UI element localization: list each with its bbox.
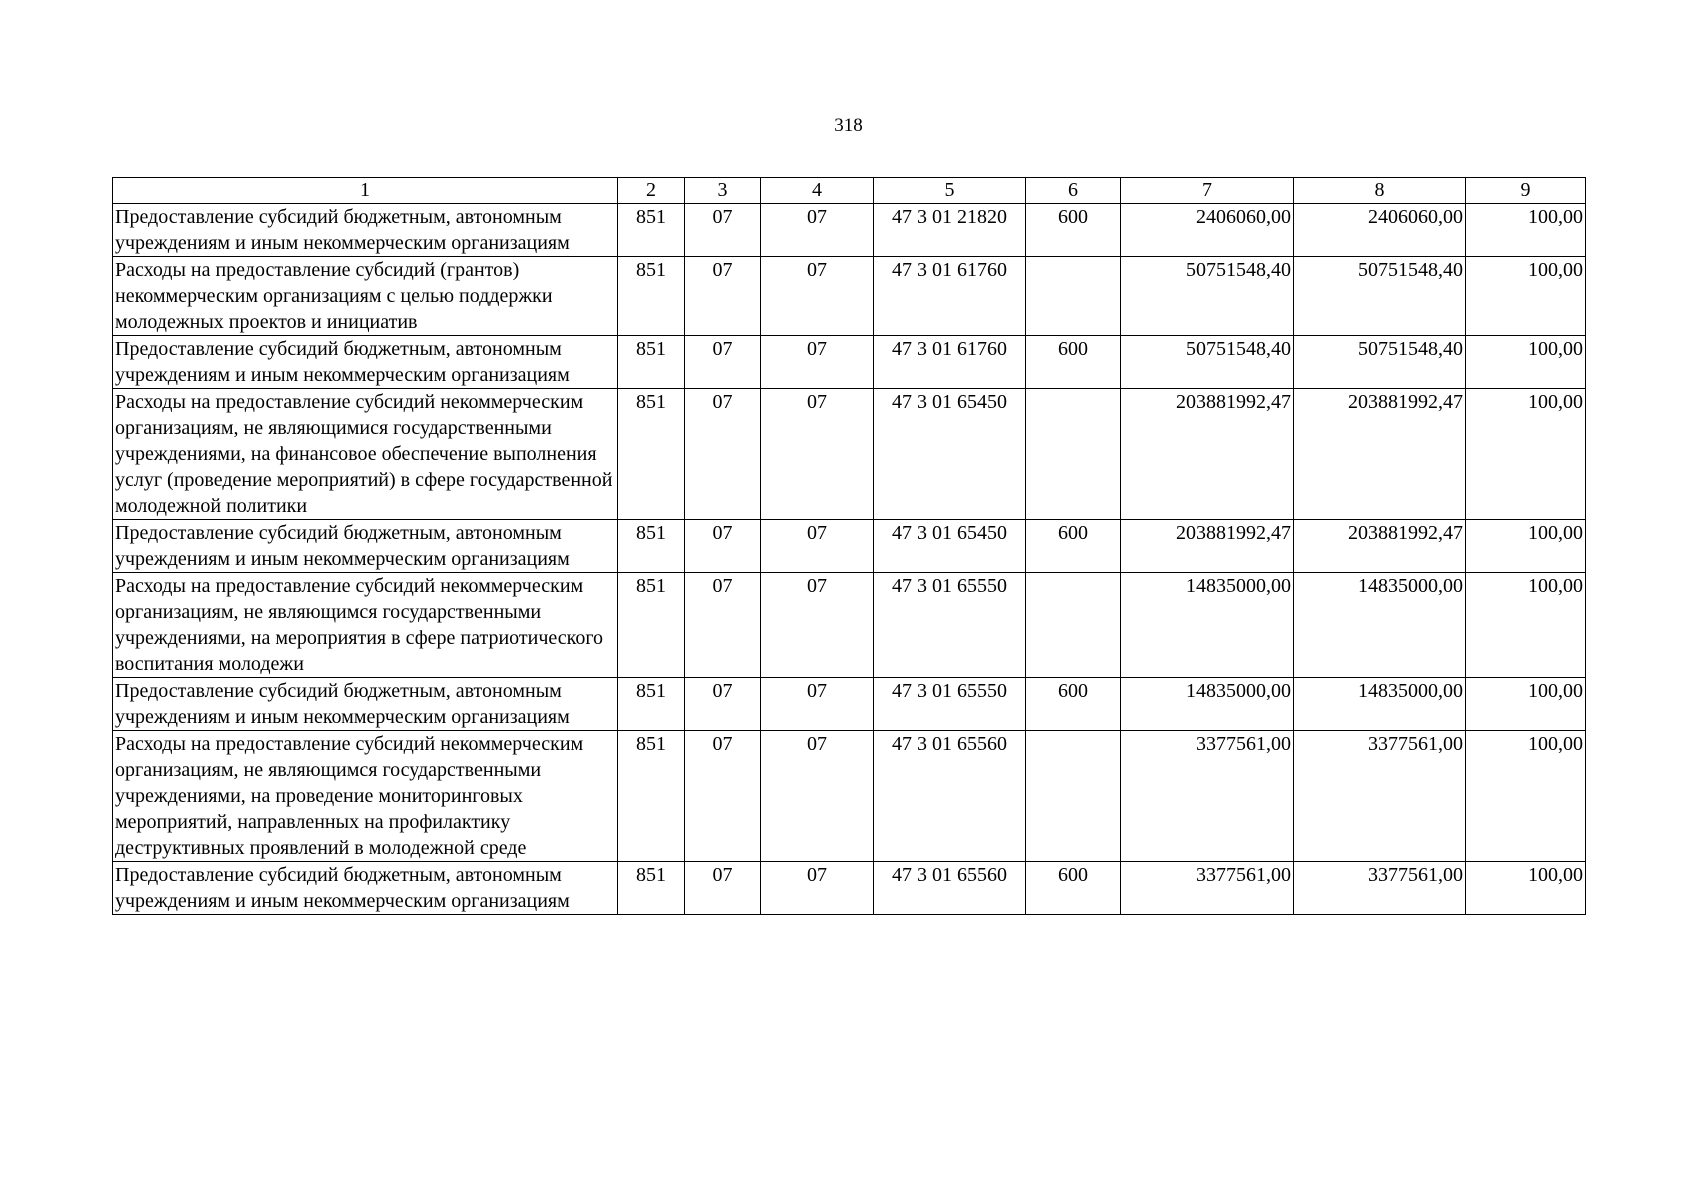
col-7: 203881992,47 xyxy=(1121,389,1294,520)
col-8: 2406060,00 xyxy=(1294,204,1466,257)
col-8: 14835000,00 xyxy=(1294,678,1466,731)
col-9: 100,00 xyxy=(1466,678,1586,731)
col-8: 50751548,40 xyxy=(1294,336,1466,389)
col-9: 100,00 xyxy=(1466,389,1586,520)
col-4: 07 xyxy=(761,731,874,862)
col-4: 07 xyxy=(761,573,874,678)
column-header: 5 xyxy=(874,178,1026,204)
col-7: 2406060,00 xyxy=(1121,204,1294,257)
col-7: 50751548,40 xyxy=(1121,336,1294,389)
col-8: 203881992,47 xyxy=(1294,389,1466,520)
col-3: 07 xyxy=(685,257,761,336)
row-name: Предоставление субсидий бюджетным, автономным учреждениям и иным некоммерческим организациям xyxy=(113,862,618,915)
col-4: 07 xyxy=(761,389,874,520)
col-7: 14835000,00 xyxy=(1121,678,1294,731)
row-name: Предоставление субсидий бюджетным, автономным учреждениям и иным некоммерческим организациям xyxy=(113,520,618,573)
row-name: Предоставление субсидий бюджетным, автономным учреждениям и иным некоммерческим организациям xyxy=(113,678,618,731)
table-row xyxy=(113,257,1586,336)
col-8: 3377561,00 xyxy=(1294,731,1466,862)
row-name: Расходы на предоставление субсидий некоммерческим организациям, не являющимися государственными учреждениями, на финансовое обеспечение выполнения услуг (проведение мероприятий) в сфере государственной молодежной политики xyxy=(113,389,618,520)
col-6: 600 xyxy=(1026,862,1121,915)
col-6: 600 xyxy=(1026,520,1121,573)
col-9: 100,00 xyxy=(1466,520,1586,573)
col-3: 07 xyxy=(685,862,761,915)
budget-table xyxy=(112,177,1586,915)
col-9: 100,00 xyxy=(1466,257,1586,336)
row-name: Расходы на предоставление субсидий некоммерческим организациям, не являющимся государственными учреждениями, на проведение мониторинговых мероприятий, направленных на профилактику деструктивных проявлений в молодежной среде xyxy=(113,731,618,862)
column-header: 3 xyxy=(685,178,761,204)
table-row xyxy=(113,389,1586,520)
col-2: 851 xyxy=(618,336,685,389)
column-header: 6 xyxy=(1026,178,1121,204)
col-4: 07 xyxy=(761,204,874,257)
col-6 xyxy=(1026,257,1121,336)
row-name: Предоставление субсидий бюджетным, автономным учреждениям и иным некоммерческим организациям xyxy=(113,204,618,257)
col-9: 100,00 xyxy=(1466,204,1586,257)
table-row xyxy=(113,678,1586,731)
col-5: 47 3 01 61760 xyxy=(874,336,1026,389)
column-header: 9 xyxy=(1466,178,1586,204)
col-6 xyxy=(1026,731,1121,862)
page-number: 318 xyxy=(834,115,863,136)
column-header: 2 xyxy=(618,178,685,204)
col-8: 50751548,40 xyxy=(1294,257,1466,336)
col-2: 851 xyxy=(618,573,685,678)
col-3: 07 xyxy=(685,389,761,520)
col-8: 14835000,00 xyxy=(1294,573,1466,678)
column-header: 7 xyxy=(1121,178,1294,204)
col-6 xyxy=(1026,573,1121,678)
table-row xyxy=(113,336,1586,389)
col-9: 100,00 xyxy=(1466,862,1586,915)
col-3: 07 xyxy=(685,336,761,389)
table-row xyxy=(113,731,1586,862)
table-row xyxy=(113,573,1586,678)
col-3: 07 xyxy=(685,573,761,678)
col-5: 47 3 01 65560 xyxy=(874,731,1026,862)
table-row xyxy=(113,204,1586,257)
col-5: 47 3 01 65550 xyxy=(874,678,1026,731)
col-4: 07 xyxy=(761,336,874,389)
col-3: 07 xyxy=(685,204,761,257)
col-4: 07 xyxy=(761,678,874,731)
col-6: 600 xyxy=(1026,336,1121,389)
col-6: 600 xyxy=(1026,204,1121,257)
row-name: Предоставление субсидий бюджетным, автономным учреждениям и иным некоммерческим организациям xyxy=(113,336,618,389)
col-4: 07 xyxy=(761,257,874,336)
col-7: 3377561,00 xyxy=(1121,862,1294,915)
col-7: 14835000,00 xyxy=(1121,573,1294,678)
col-7: 3377561,00 xyxy=(1121,731,1294,862)
column-header: 1 xyxy=(113,178,618,204)
table-row xyxy=(113,520,1586,573)
col-5: 47 3 01 61760 xyxy=(874,257,1026,336)
col-4: 07 xyxy=(761,862,874,915)
col-2: 851 xyxy=(618,731,685,862)
row-name: Расходы на предоставление субсидий (грантов) некоммерческим организациям с целью поддержки молодежных проектов и инициатив xyxy=(113,257,618,336)
col-5: 47 3 01 65560 xyxy=(874,862,1026,915)
col-9: 100,00 xyxy=(1466,336,1586,389)
col-5: 47 3 01 65450 xyxy=(874,389,1026,520)
col-3: 07 xyxy=(685,678,761,731)
col-9: 100,00 xyxy=(1466,731,1586,862)
col-2: 851 xyxy=(618,257,685,336)
col-2: 851 xyxy=(618,862,685,915)
row-name: Расходы на предоставление субсидий некоммерческим организациям, не являющимся государственными учреждениями, на мероприятия в сфере патриотического воспитания молодежи xyxy=(113,573,618,678)
col-4: 07 xyxy=(761,520,874,573)
col-2: 851 xyxy=(618,520,685,573)
col-5: 47 3 01 65550 xyxy=(874,573,1026,678)
col-8: 203881992,47 xyxy=(1294,520,1466,573)
header-row xyxy=(113,178,1586,204)
col-3: 07 xyxy=(685,731,761,862)
col-5: 47 3 01 21820 xyxy=(874,204,1026,257)
col-2: 851 xyxy=(618,204,685,257)
column-header: 8 xyxy=(1294,178,1466,204)
col-8: 3377561,00 xyxy=(1294,862,1466,915)
col-6: 600 xyxy=(1026,678,1121,731)
col-3: 07 xyxy=(685,520,761,573)
col-9: 100,00 xyxy=(1466,573,1586,678)
col-7: 50751548,40 xyxy=(1121,257,1294,336)
col-7: 203881992,47 xyxy=(1121,520,1294,573)
col-2: 851 xyxy=(618,389,685,520)
column-header: 4 xyxy=(761,178,874,204)
col-2: 851 xyxy=(618,678,685,731)
col-6 xyxy=(1026,389,1121,520)
table-row xyxy=(113,862,1586,915)
col-5: 47 3 01 65450 xyxy=(874,520,1026,573)
